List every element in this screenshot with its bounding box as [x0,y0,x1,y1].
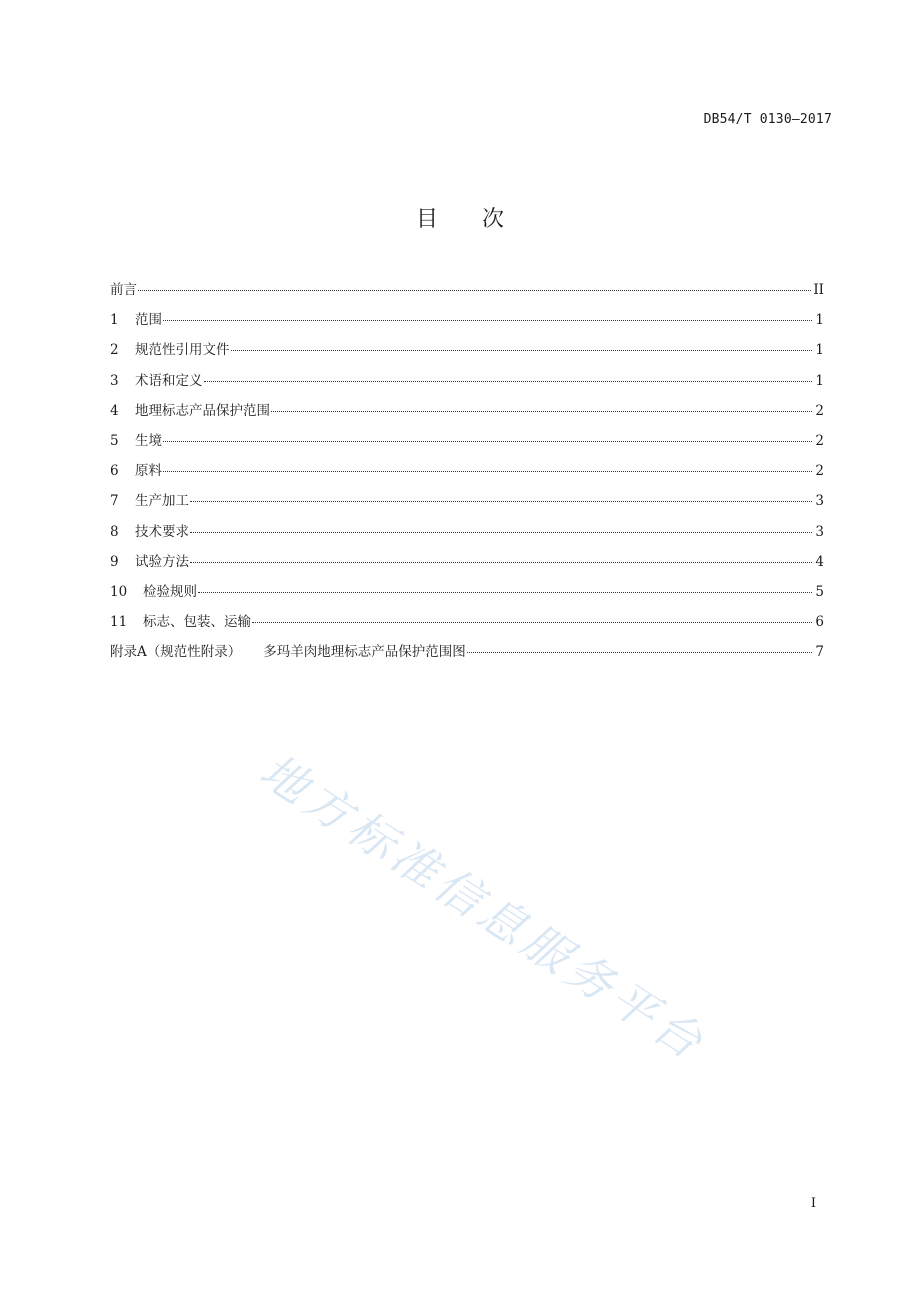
toc-leader-dots [467,652,812,653]
page-number: I [810,1196,816,1211]
toc-leader-dots [190,501,812,502]
toc-entry-page: 1 [815,372,824,389]
toc-entry-number: 10 [110,583,128,600]
toc-entry-title: 术语和定义 [135,372,203,389]
toc-entry-page: 2 [815,402,824,419]
toc-title: 目次 [415,207,548,232]
toc-leader-dots [252,622,812,623]
toc-entry-number: 7 [110,493,119,510]
toc-entry-number: 8 [110,523,119,540]
toc-entry-title: 标志、包装、运输 [143,614,251,631]
toc-entry-number: 3 [110,372,119,389]
toc-entry-number: 6 [110,463,119,480]
toc-entry-appendix-a[interactable] [110,640,824,670]
toc-entry-page: 2 [815,432,824,449]
toc-entry-title: 生产加工 [135,493,189,510]
toc-leader-dots [190,562,812,563]
toc-entry-number: 2 [110,342,119,359]
toc-entry-test-methods[interactable] [110,550,824,580]
toc-entry-title: 地理标志产品保护范围 [135,402,270,419]
toc-entry-page: 4 [815,553,824,570]
toc-leader-dots [231,350,813,351]
toc-entry-number: 9 [110,553,119,570]
toc-appendix-label: 附录A（规范性附录） [110,644,242,661]
toc-entry-terms-definitions[interactable] [110,369,824,399]
toc-entry-page: 3 [815,523,824,540]
toc-leader-dots [204,381,813,382]
toc-entry-inspection-rules[interactable] [110,580,824,610]
toc-entry-protection-area[interactable] [110,399,824,429]
table-of-contents [110,278,824,670]
toc-entry-title: 试验方法 [135,553,189,570]
toc-entry-number: 1 [110,312,119,329]
toc-entry-marking-packaging-transport[interactable] [110,610,824,640]
toc-entry-title: 技术要求 [135,523,189,540]
watermark: 地方标准信息服务平台 [250,743,717,1072]
toc-entry-page: II [813,282,824,298]
toc-leader-dots [163,320,812,321]
toc-entry-title: 生境 [135,432,162,449]
toc-leader-dots [198,592,812,593]
toc-entry-page: 3 [815,493,824,510]
toc-entry-normative-references[interactable] [110,338,824,368]
toc-leader-dots [271,411,812,412]
toc-entry-page: 6 [815,614,824,631]
toc-leader-dots [163,471,812,472]
toc-entry-title: 规范性引用文件 [135,342,230,359]
toc-entry-title: 多玛羊肉地理标志产品保护范围图 [263,644,466,661]
toc-entry-technical-requirements[interactable] [110,520,824,550]
toc-entry-page: 7 [815,644,824,661]
standard-code: DB54/T 0130—2017 [703,112,832,127]
toc-leader-dots [138,290,811,291]
toc-entry-habitat[interactable] [110,429,824,459]
toc-leader-dots [190,532,812,533]
toc-leader-dots [163,441,812,442]
toc-entry-page: 1 [815,342,824,359]
toc-entry-foreword[interactable] [110,278,824,308]
toc-entry-title: 范围 [135,312,162,329]
toc-entry-processing[interactable] [110,489,824,519]
toc-entry-page: 2 [815,463,824,480]
toc-entry-title: 前言 [110,282,137,298]
toc-entry-number: 5 [110,432,119,449]
toc-entry-raw-materials[interactable] [110,459,824,489]
toc-entry-page: 1 [815,312,824,329]
toc-entry-title: 检验规则 [143,583,197,600]
toc-entry-page: 5 [815,583,824,600]
toc-entry-number: 11 [110,614,128,631]
toc-entry-title: 原料 [135,463,162,480]
toc-entry-number: 4 [110,402,119,419]
toc-entry-scope[interactable] [110,308,824,338]
